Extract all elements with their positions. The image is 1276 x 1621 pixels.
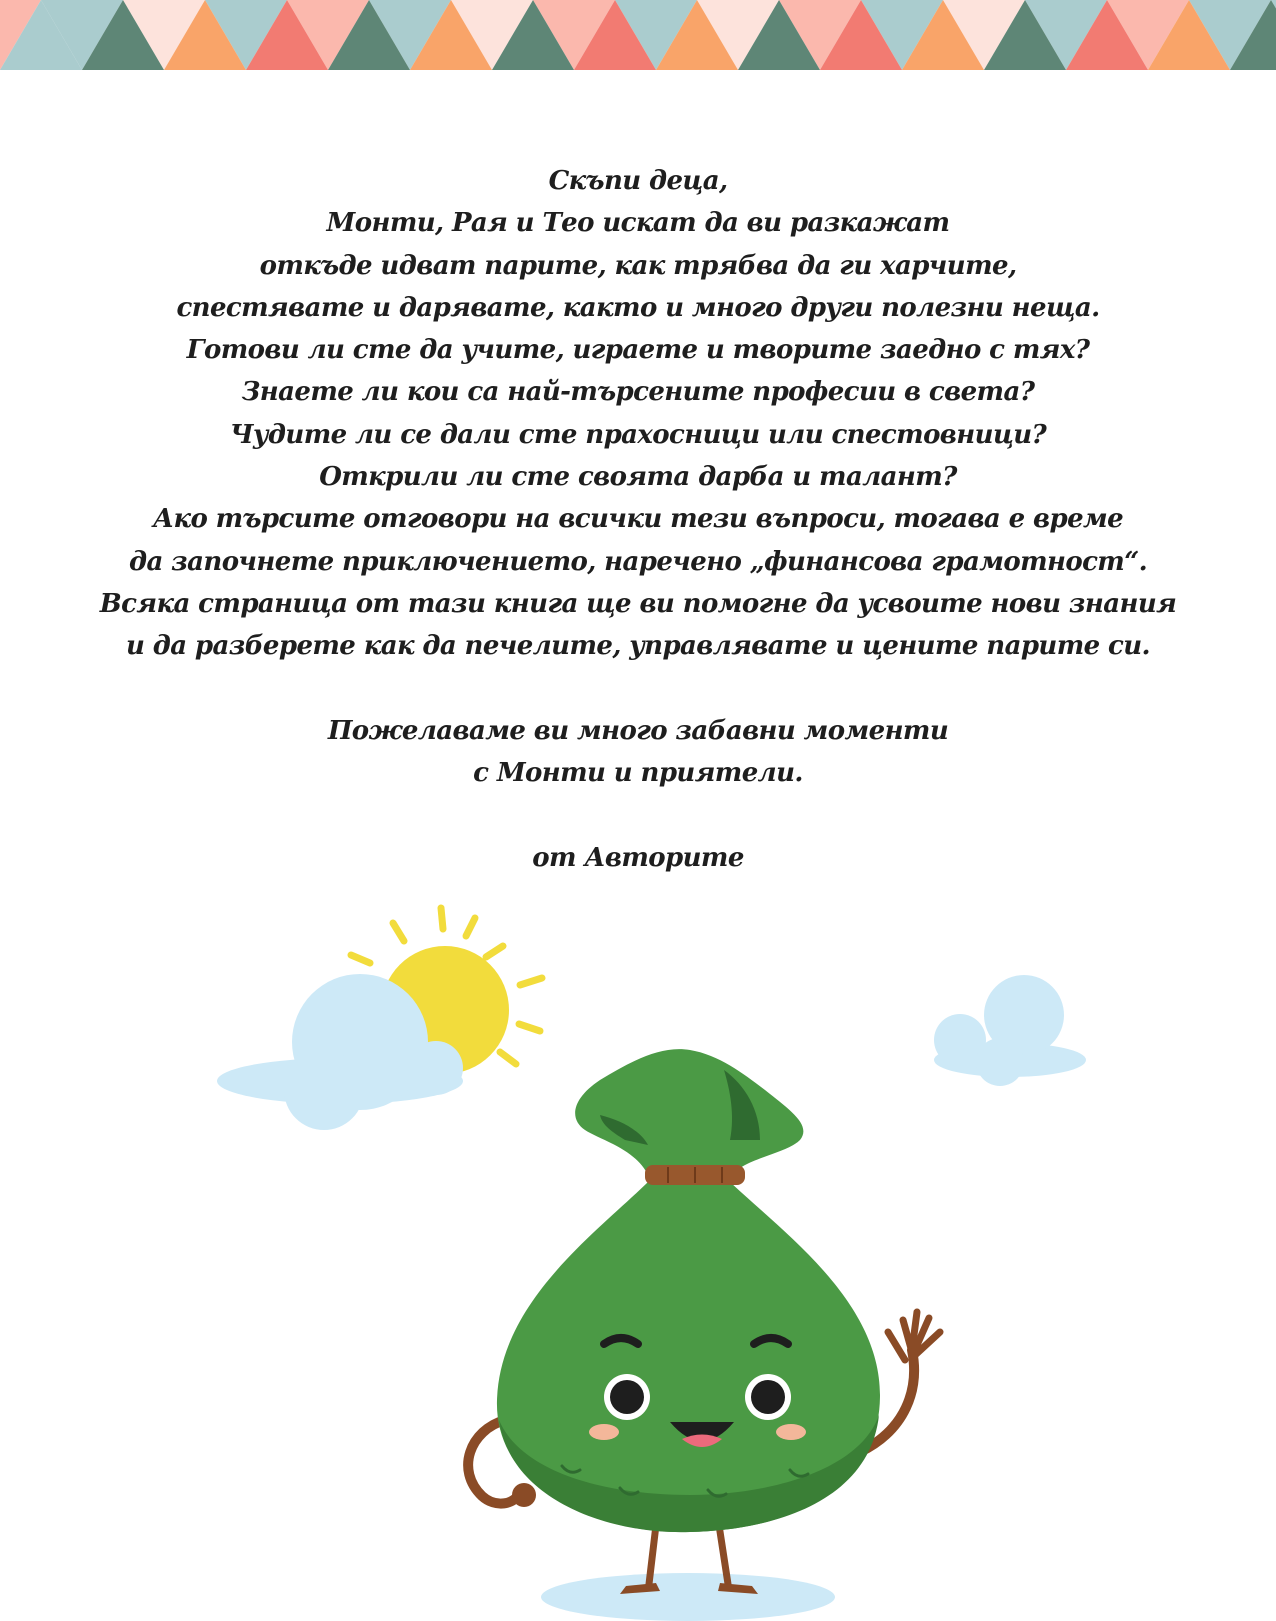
cloud-icon	[934, 975, 1086, 1086]
triangle-banner	[0, 0, 1276, 70]
paragraph-line: Ако търсите отговори на всички тези въпроси, тогава е време	[152, 504, 1124, 535]
paragraph-line: Чудите ли се дали сте прахосници или спестовници?	[229, 419, 1047, 450]
paragraph-line: Всяка страница от тази книга ще ви помогне да усвоите нови знания	[99, 588, 1177, 619]
spacer	[0, 668, 1276, 710]
paragraph-line: да започнете приключението, наречено „финансова грамотност“.	[128, 546, 1148, 577]
paragraph-line: и да разберете как да печелите, управлявате и цените парите си.	[126, 631, 1150, 662]
paragraph-line: Открили ли сте своята дарба и талант?	[319, 462, 957, 493]
paragraph-line: Знаете ли кои са най-търсените професии в света?	[241, 377, 1035, 408]
wish-line: с Монти и приятели.	[473, 758, 803, 789]
wish-line: Пожелаваме ви много забавни моменти	[327, 715, 949, 746]
illustration	[0, 880, 1276, 1621]
money-bag-mascot	[468, 1049, 940, 1621]
paragraph-line: Готови ли сте да учите, играете и творите заедно с тях?	[186, 335, 1090, 366]
signature: от Авторите	[532, 842, 744, 873]
spacer	[0, 794, 1276, 836]
paragraph-line: Монти, Рая и Тео искат да ви разкажат	[326, 208, 950, 239]
paragraph-line: спестявате и дарявате, както и много други полезни неща.	[176, 292, 1100, 323]
paragraph-line: откъде идват парите, как трябва да ги харчите,	[259, 250, 1017, 281]
welcome-letter	[0, 160, 1276, 879]
greeting: Скъпи деца,	[548, 166, 728, 196]
